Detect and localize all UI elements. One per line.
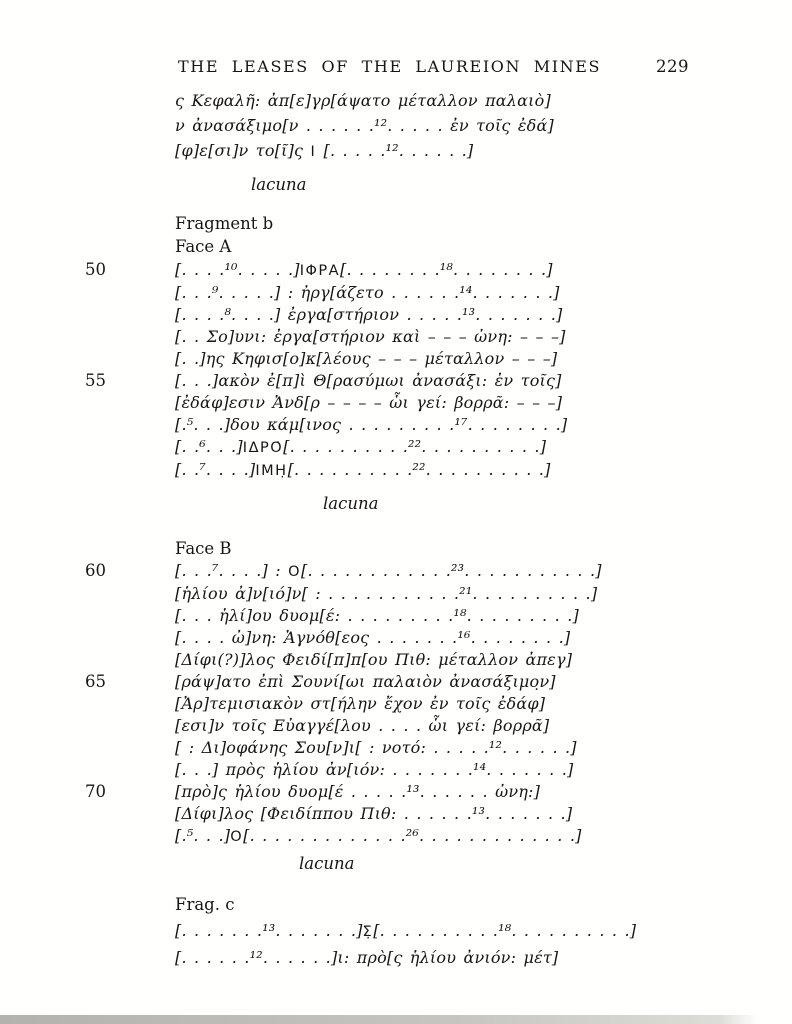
epigraphic-letters: Ι [310,144,317,160]
text-block [85,88,645,970]
greek-text-segment: [ἡλίου ἀ]ν[ιό]ν[ : . . . . . . . . . . .²¹. . . . . . . . . .] [175,584,598,603]
text-line [175,326,645,348]
text-line [175,715,645,737]
greek-text-segment: [.⁵. . .]δου κάμ[ινος . . . . . . . . .¹⁷. . . . . . . .] [175,415,568,434]
greek-text-segment: [ράψ]ατο ἐπὶ Σουνί[ωι παλαιὸν ἀνασάξιμο̣ν] [175,672,556,691]
text-line [175,649,645,671]
text-line [175,918,645,945]
text-line [85,560,645,583]
line-number: 65 [85,672,106,691]
greek-text-segment: [. . . . .¹². . . . . .] [316,141,474,160]
greek-text-segment: ν ἀνασάξιμο[ν . . . . . .¹². . . . . ἐν τοῖς ἐδά] [175,116,554,135]
greek-text-segment: [εσι]ν τοῖς Εὐαγγέ[λου . . . . ὧι γεί: βορρᾶ] [175,716,550,735]
text-line [175,436,645,459]
line-number: 50 [85,260,106,279]
text-line [175,825,645,848]
greek-text-segment: [. . . . . . . . . . . . .²⁶. . . . . . . . . . . . .] [243,826,582,845]
text-line [85,370,645,392]
running-head-title: THE LEASES OF THE LAUREION MINES [178,57,602,76]
greek-text-segment: [. . .]ακὸν ἐ[π]ὶ Θ[ρασύμωι ἀνασάξι: ἐν τοῖς] [175,371,562,390]
greek-text-segment: [.⁵. . .] [175,826,231,845]
text-line [175,627,645,649]
text-line [175,88,645,113]
text-line [85,671,645,693]
scan-edge-artifact [0,1015,758,1024]
section-heading: Fragment b [175,214,274,233]
greek-text-segment: [. .]ης Κηφισ[ο]κ[λέους – – – μέταλλον – – –] [175,349,558,368]
lacuna-note: lacuna [299,854,355,873]
epigraphic-letters: ΙΜΗ̣ [255,463,288,479]
greek-text-segment: [. . . . . . . . . .²². . . . . . . . . .] [287,460,551,479]
lacuna-note: lacuna [251,175,307,194]
text-line [175,583,645,605]
greek-text-segment: [. . . . . . . . . .¹⁸. . . . . . . . . .] [373,921,637,940]
transcription-section [175,918,645,970]
text-line [175,803,645,825]
greek-text-segment: [. . . .⁸. . . .] ἐργα[στήριον . . . . .¹³. . . . . . .] [175,305,563,324]
greek-text-segment: [. . .] πρὸς ἡλίου ἀν[ιόν: . . . . . . .¹⁴. . . . . . .] [175,760,574,779]
text-line [175,693,645,715]
greek-text-segment: [. .⁷. . . .] [175,460,256,479]
epigraphic-letters: ΙΔΡΟ̇ [242,440,284,456]
greek-text-segment: [ : Δι]οφάνης Σου[ν]ι[ : νοτό: . . . . .¹². . . . . .] [175,738,577,757]
greek-text-segment: [. . . . . . . . . . . .²³. . . . . . . . . . .] [301,561,602,580]
greek-text-segment: [ἐδάφ]εσιν Ἀνδ[ρ – – – – ὧι γεί: βορρᾶ: – – –] [175,393,563,412]
greek-text-segment: [πρὸ]ς ἡλίου δυομ[έ . . . . .¹³. . . . . . ὠνη:] [175,782,541,801]
text-line [85,781,645,803]
greek-text-segment: [. . .⁷. . . .] : [175,561,289,580]
epigraphic-letters: ΙΦΡΑ [299,263,341,279]
epigraphic-letters: Ο [230,829,244,845]
text-line [175,138,645,165]
greek-text-segment: [. . .⁹. . . . .] : ἠργ[άζετο . . . . . .¹⁴. . . . . . .] [175,283,560,302]
greek-text-segment: [. . . . ὠ]νη: Ἁγνόθ[εος . . . . . . .¹⁶. . . . . . . .] [175,628,571,647]
greek-text-segment: [. . . . . . . . . .²². . . . . . . . . .] [283,437,547,456]
transcription-section [85,560,645,848]
text-line [175,737,645,759]
greek-text-segment: [Δίφι]λος [Φειδίππου Πιθ: . . . . . .¹³. . . . . . .] [175,804,573,823]
greek-text-segment: [. .⁶. . .] [175,437,243,456]
section-heading: Frag. c [175,895,235,914]
greek-text-segment: [. . . . . . .¹³. . . . . . .] [175,921,363,940]
greek-text-segment: [. . Σο]υνι: ἐργα[στήριον καὶ – – – ὠνη: – – –] [175,327,566,346]
transcription-section [175,88,645,165]
greek-text-segment: [Ἀρ]τεμισιακὸν στ[ήλην ἔχον ἐν τοῖς ἐδάφ] [175,694,546,713]
text-line [175,348,645,370]
text-line [175,605,645,627]
greek-text-segment: [. . . ἡλί]ου δυομ[έ: . . . . . . . . .¹⁸. . . . . . . . .] [175,606,579,625]
line-number: 55 [85,371,106,390]
greek-text-segment: [φ]ε[σι]ν το[ῖ]ς [175,141,311,160]
text-line [175,392,645,414]
transcription-section [85,259,645,482]
greek-text-segment: [. . . . . . . .¹⁸. . . . . . . .] [340,260,553,279]
text-line [175,759,645,781]
greek-text-segment: [Δίφι(?)]λος Φειδί[π]π[ου Πιθ: μέταλλον ἀπεγ] [175,650,573,669]
page-number: 229 [656,57,689,76]
line-number: 60 [85,561,106,580]
lacuna-note: lacuna [323,494,379,513]
text-line [175,304,645,326]
section-heading: Face B [175,539,232,558]
text-line [175,282,645,304]
text-line [175,113,645,138]
text-line [85,259,645,282]
section-heading: Face A [175,237,232,256]
greek-text-segment: [. . . . . .¹². . . . . .]ι: πρὸ[ς ἡλίου ἀνιόν: μέτ] [175,948,559,967]
epigraphic-letters: Ο [288,564,302,580]
text-line [175,945,645,970]
line-number: 70 [85,782,106,801]
greek-text-segment: ς Κεφαλῆ: ἀπ[ε]γρ[άψατο μέταλλον παλαιὸ] [175,91,551,110]
epigraphic-letters: Σ̣ [362,924,374,940]
text-line [175,414,645,436]
text-line [175,459,645,482]
greek-text-segment: [. . . .¹⁰. . . . .] [175,260,300,279]
